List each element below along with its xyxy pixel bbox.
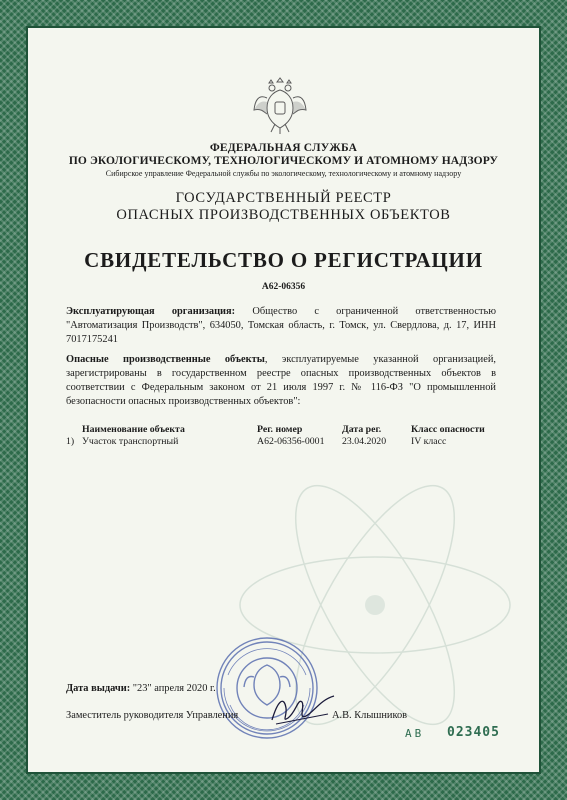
certificate-number: А62-06356: [261, 282, 306, 292]
objects-paragraph: [66, 353, 496, 409]
operator-paragraph: [66, 305, 496, 347]
objects-text: , эксплуатируемые указанной организацией, зарегистрированы в государственном реестре опасных производственных объектов в соответствии с Федеральным законом от 21 июля 1997 г. № 116-ФЗ "О промышленной безопасности опасных производственных объектов":: [66, 354, 496, 407]
operator-label: Эксплуатирующая организация:: [66, 306, 236, 317]
table-header-reg-number: Рег. номер: [257, 424, 303, 435]
issue-date: [66, 683, 216, 694]
table-header-name: Наименование объекта: [82, 424, 185, 435]
signer-name: А.В. Клышников: [332, 710, 408, 721]
service-name-line1: ФЕДЕРАЛЬНАЯ СЛУЖБА: [209, 142, 358, 154]
registry-title-line1: ГОСУДАРСТВЕННЫЙ РЕЕСТР: [175, 190, 392, 206]
blank-series: АВ: [405, 727, 425, 740]
regional-office-name: Сибирское управление Федеральной службы по экологическому, технологическому и атомному надзору: [105, 169, 462, 178]
certificate-title: СВИДЕТЕЛЬСТВО О РЕГИСТРАЦИИ: [84, 248, 483, 272]
table-cell-reg-number: А62-06356-0001: [257, 436, 325, 447]
table-cell-date: 23.04.2020: [342, 436, 387, 447]
table-header-date: Дата рег.: [342, 424, 382, 435]
blank-number: 023405: [447, 725, 500, 740]
registry-title-line2: ОПАСНЫХ ПРОИЗВОДСТВЕННЫХ ОБЪЕКТОВ: [116, 207, 451, 223]
table-row-index: 1): [66, 436, 75, 447]
objects-label: Опасные производственные объекты: [66, 354, 265, 365]
table-header-hazard-class: Класс опасности: [411, 424, 485, 435]
russian-coat-of-arms-icon: [251, 72, 309, 136]
table-cell-hazard-class: IV класс: [411, 436, 447, 447]
handwritten-signature: [268, 690, 338, 730]
issue-date-value: "23" апреля 2020 г.: [130, 683, 216, 694]
service-name-line2: ПО ЭКОЛОГИЧЕСКОМУ, ТЕХНОЛОГИЧЕСКОМУ И АТОМНОМУ НАДЗОРУ: [68, 155, 499, 167]
issue-date-label: Дата выдачи:: [66, 683, 131, 694]
signer-role: Заместитель руководителя Управления: [66, 710, 239, 721]
operator-text: Общество с ограниченной ответственностью "Автоматизация Производств", 634050, Томская область, г. Томск, ул. Свердлова, д. 17, ИНН 7017175241: [66, 306, 496, 345]
table-cell-object-name: Участок транспортный: [82, 436, 179, 447]
